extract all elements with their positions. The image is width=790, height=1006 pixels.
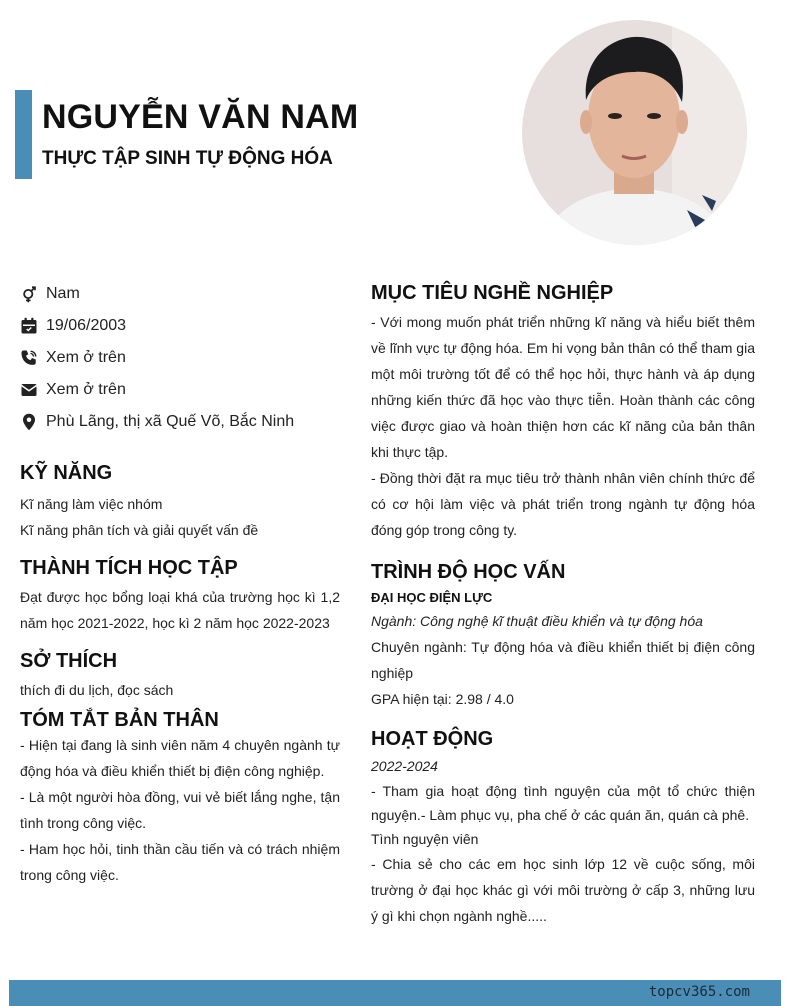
hobbies-section [20, 650, 340, 703]
activities-period: 2022-2024 [371, 758, 438, 774]
skills-section [20, 462, 340, 543]
contact-gender [20, 278, 340, 310]
summary-item: - Ham học hỏi, tinh thần cầu tiến và có trách nhiệm trong công việc. [20, 841, 340, 883]
summary-item: - Hiện tại đang là sinh viên năm 4 chuyên ngành tự động hóa và điều khiển thiết bị điện công nghiệp. [20, 737, 340, 779]
gender-text: Nam [46, 285, 80, 302]
right-column [371, 282, 755, 929]
achievements-section [20, 557, 340, 636]
phone-icon [20, 349, 38, 367]
candidate-name: NGUYỄN VĂN NAM [42, 98, 359, 136]
summary-heading: TÓM TẮT BẢN THÂN [20, 709, 219, 731]
activities-section [371, 728, 755, 929]
address-text: Phù Lãng, thị xã Quế Võ, Bắc Ninh [46, 413, 295, 430]
footer-bar [9, 980, 781, 1006]
contact-birthday [20, 310, 340, 342]
objective-heading: MỤC TIÊU NGHỀ NGHIỆP [371, 282, 614, 304]
calendar-icon [20, 317, 38, 335]
activity-item: Tình nguyện viên [371, 831, 479, 847]
hobbies-heading: SỞ THÍCH [20, 650, 118, 672]
hobbies-text: thích đi du lịch, đọc sách [20, 682, 174, 698]
summary-section [20, 709, 340, 888]
job-title: THỰC TẬP SINH TỰ ĐỘNG HÓA [42, 148, 333, 169]
objective-section [371, 282, 755, 543]
summary-item: - Là một người hòa đồng, vui vẻ biết lắng nghe, tận tình trong công việc. [20, 789, 340, 831]
profile-photo [522, 20, 747, 245]
education-gpa: GPA hiện tại: 2.98 / 4.0 [371, 691, 514, 707]
activity-item: - Tham gia hoạt động tình nguyện của một tổ chức thiện nguyện.- Làm phục vụ, pha chế ở các quán ăn, quán cà phê. [371, 783, 755, 823]
email-text: Xem ở trên [46, 381, 126, 398]
footer-site: topcv365.com [648, 984, 750, 1000]
envelope-icon [20, 381, 38, 399]
education-section [371, 561, 755, 712]
phone-text: Xem ở trên [46, 349, 126, 366]
skill-item: Kĩ năng làm việc nhóm [20, 496, 163, 512]
skills-heading: KỸ NĂNG [20, 462, 113, 484]
map-pin-icon [20, 413, 38, 431]
contact-phone [20, 342, 340, 374]
objective-item: - Với mong muốn phát triển những kĩ năng và hiểu biết thêm về lĩnh vực tự động hóa. Em hi vọng bản thân có thể tham gia một môi trường tốt để có thể học hỏi, thực hành và áp dụng những kiến thức đã học vào thực tiễn. Hoàn thành các công việc được giao và hoàn thiện hơn các kĩ năng của bản thân khi thực tập. [371, 314, 755, 460]
birthday-text: 19/06/2003 [46, 317, 127, 334]
gender-icon [20, 285, 38, 303]
activities-heading: HOẠT ĐỘNG [371, 728, 494, 750]
header-accent-bar [15, 90, 32, 179]
achievements-text: Đạt được học bổng loại khá của trường học kì 1,2 năm học 2021-2022, học kì 2 năm học 2022-2023 [20, 589, 340, 631]
education-heading: TRÌNH ĐỘ HỌC VẤN [371, 561, 566, 583]
education-major: Ngành: Công nghệ kĩ thuật điều khiển và tự động hóa [371, 613, 703, 629]
activity-item: - Chia sẻ cho các em học sinh lớp 12 về cuộc sống, môi trường ở đại học khác gì với môi trường ở cấp 3, những lưu ý gì khi chọn ngành nghề..... [371, 856, 755, 924]
objective-item: - Đồng thời đặt ra mục tiêu trở thành nhân viên chính thức để có cơ hội làm việc và phát triển trong ngành tự động hóa đóng góp trong công ty. [371, 470, 755, 538]
skill-item: Kĩ năng phân tích và giải quyết vấn đề [20, 522, 259, 538]
contact-address [20, 406, 340, 438]
left-column [20, 278, 340, 888]
contact-email [20, 374, 340, 406]
education-specialization: Chuyên ngành: Tự động hóa và điều khiển thiết bị điện công nghiệp [371, 639, 755, 681]
achievements-heading: THÀNH TÍCH HỌC TẬP [20, 557, 238, 579]
school-name: ĐẠI HỌC ĐIỆN LỰC [371, 590, 493, 605]
